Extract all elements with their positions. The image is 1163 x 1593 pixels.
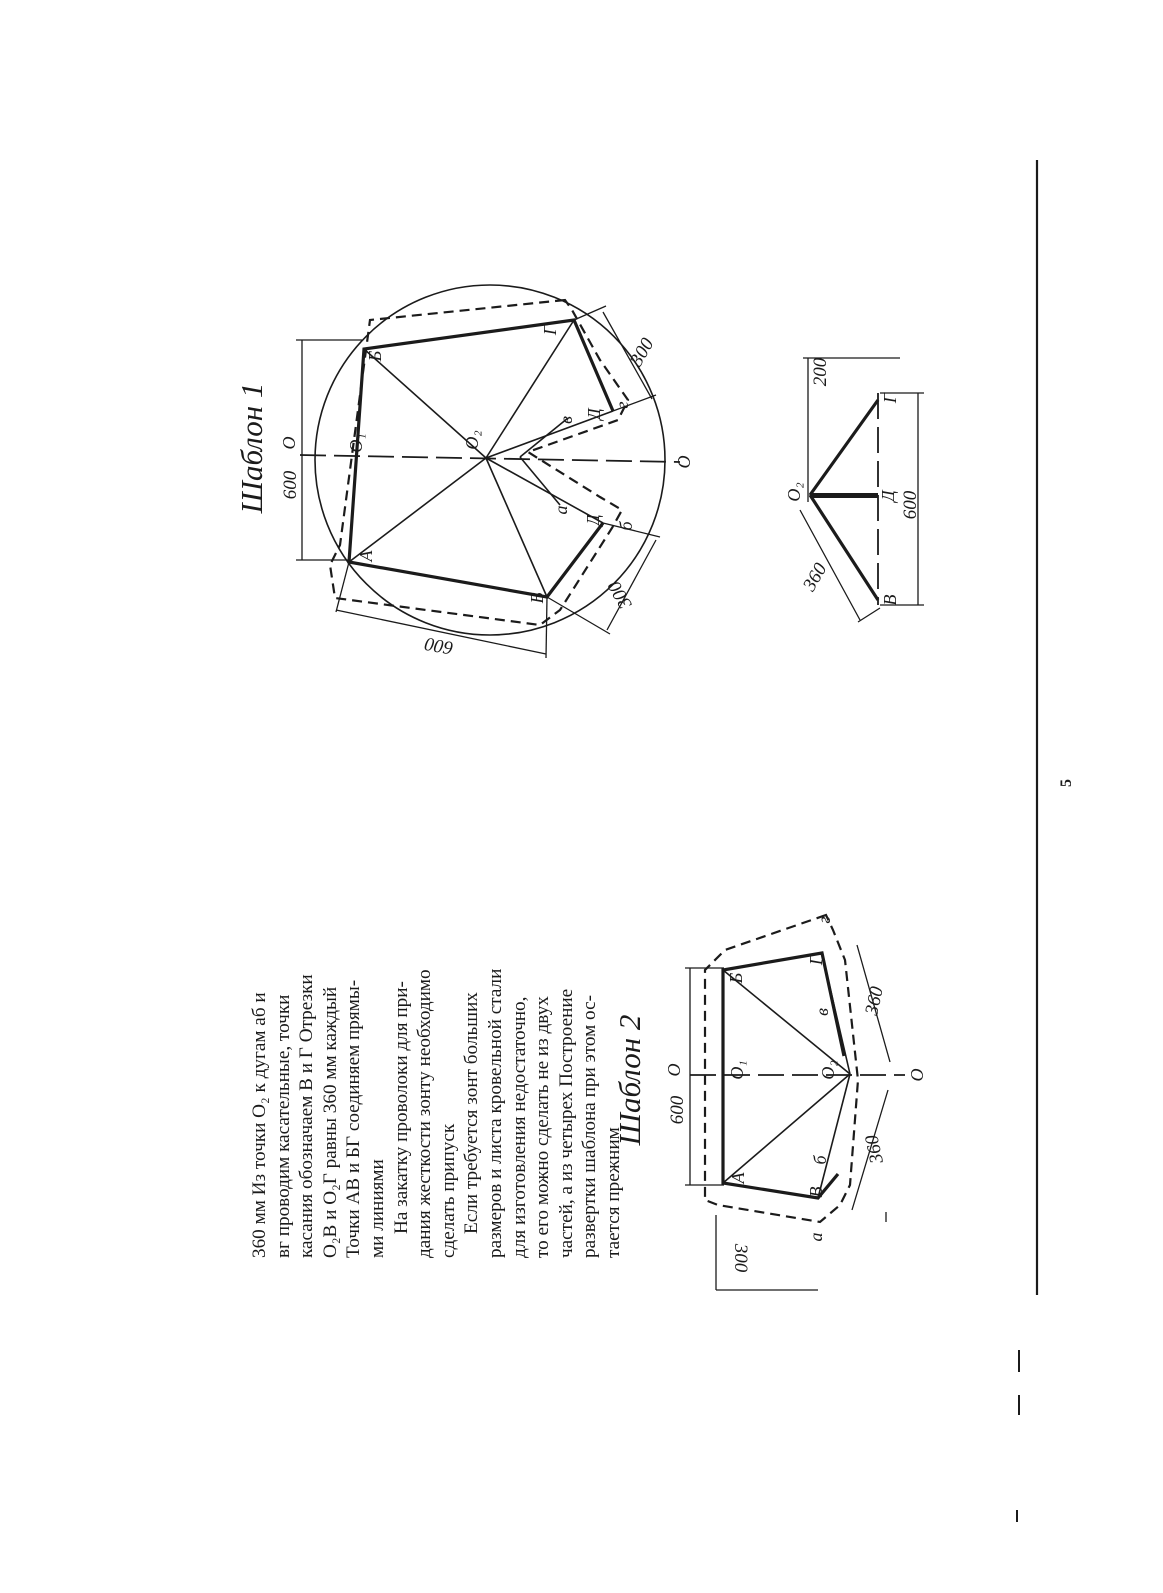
- template-1-drawing: [234, 285, 694, 658]
- small-center-rib: [810, 493, 878, 498]
- template-2-drawing: [612, 915, 927, 1290]
- small-label-v: В: [880, 594, 900, 606]
- t2-label-o1: O₁: [727, 1060, 747, 1080]
- t2-label-a: А: [728, 1172, 748, 1184]
- t1-label-d-top: Д: [584, 408, 604, 420]
- small-label-g: Г: [880, 392, 900, 404]
- binding-line: [1017, 160, 1037, 1522]
- dim-300-top-label: 300: [626, 334, 659, 370]
- t1-label-a-small: а: [551, 505, 571, 515]
- template-1-title: Шаблон 1: [234, 382, 269, 514]
- template-2-title: Шаблон 2: [612, 1014, 647, 1146]
- text-line-13: то его можно сделать не из двух: [532, 996, 554, 1258]
- dim-600-bottom-label: 600: [423, 632, 455, 659]
- t1-label-v-small: в: [556, 416, 576, 424]
- t1-label-d-bottom: Д: [583, 514, 603, 526]
- t2-label-b: Б: [726, 972, 746, 984]
- text-line-8: дания жесткости зонту необходимо: [414, 969, 436, 1258]
- text-line-9: сделать припуск: [437, 1123, 459, 1258]
- small-edge-upper: [810, 400, 878, 495]
- t2-dim-360-bottom-label: 360: [861, 1133, 888, 1166]
- t2-label-v-small: в: [812, 1008, 832, 1016]
- template-small-drawing: [784, 357, 924, 622]
- page-number: 5: [1058, 779, 1075, 787]
- text-line-14: частей, а из четырех Построение: [555, 988, 577, 1258]
- t2-label-a-small: а: [806, 1232, 826, 1242]
- t2-label-o-top: О: [664, 1063, 684, 1077]
- t2-dim-600-label: 600: [667, 1095, 688, 1125]
- t2-label-g-small: г: [814, 916, 834, 924]
- body-text-block: [248, 913, 626, 1258]
- text-line-15: развертки шаблона при этом ос-: [579, 994, 601, 1258]
- t1-label-o2: O₂: [462, 430, 482, 450]
- dim-600-top-label: 600: [280, 470, 301, 500]
- t1-label-a: А: [356, 550, 376, 562]
- t1-label-o-bottom: О: [674, 455, 694, 469]
- t1-label-g: Г: [540, 324, 560, 336]
- t2-label-o2: O₂: [818, 1060, 838, 1080]
- t2-label-b-small: б: [810, 1155, 830, 1165]
- text-line-12: для изготовления недостаточно,: [508, 996, 530, 1258]
- t1-label-o-top: О: [279, 436, 299, 450]
- text-line-4: O₂В и O₂Г равны 360 мм каждый: [319, 986, 341, 1258]
- small-dim-600-label: 600: [900, 490, 921, 520]
- t1-label-o1: O₁: [346, 433, 366, 453]
- dim-300-bottom-label: 300: [604, 577, 637, 613]
- text-line-6: ми линиями: [366, 1159, 388, 1258]
- t2-dim-300-label: 300: [730, 1243, 751, 1273]
- text-line-5: Точки АВ и БГ соединяем прямы-: [343, 979, 365, 1258]
- t1-label-b-small: б: [616, 521, 636, 531]
- small-label-o2: O₂: [784, 482, 804, 502]
- text-line-1: 360 мм Из точки O₂ к дугам аб и: [249, 992, 270, 1258]
- small-label-d: Д: [878, 490, 898, 502]
- t2-label-g: Г: [806, 954, 826, 966]
- text-line-16: тается прежним: [602, 1127, 624, 1258]
- t1-label-v: В: [527, 592, 547, 604]
- t2-dim-360-top-label: 360: [861, 984, 888, 1017]
- text-line-3: касания обозначаем В и Г Отрезки: [296, 974, 318, 1258]
- t2-label-v: В: [806, 1186, 826, 1198]
- text-line-11: размеров и листа кровельной стали: [484, 968, 506, 1258]
- text-line-7: На закатку проволоки для при-: [390, 981, 412, 1234]
- small-dim-200-label: 200: [810, 357, 831, 387]
- text-line-2: вг проводим касательные, точки: [272, 994, 294, 1258]
- t2-label-o-bottom: О: [907, 1068, 927, 1082]
- text-line-10: Если требуется зонт больших: [461, 992, 483, 1234]
- t1-label-b: Б: [365, 350, 385, 362]
- t1-label-g-small: г: [612, 401, 632, 409]
- small-dim-360-label: 360: [799, 559, 832, 595]
